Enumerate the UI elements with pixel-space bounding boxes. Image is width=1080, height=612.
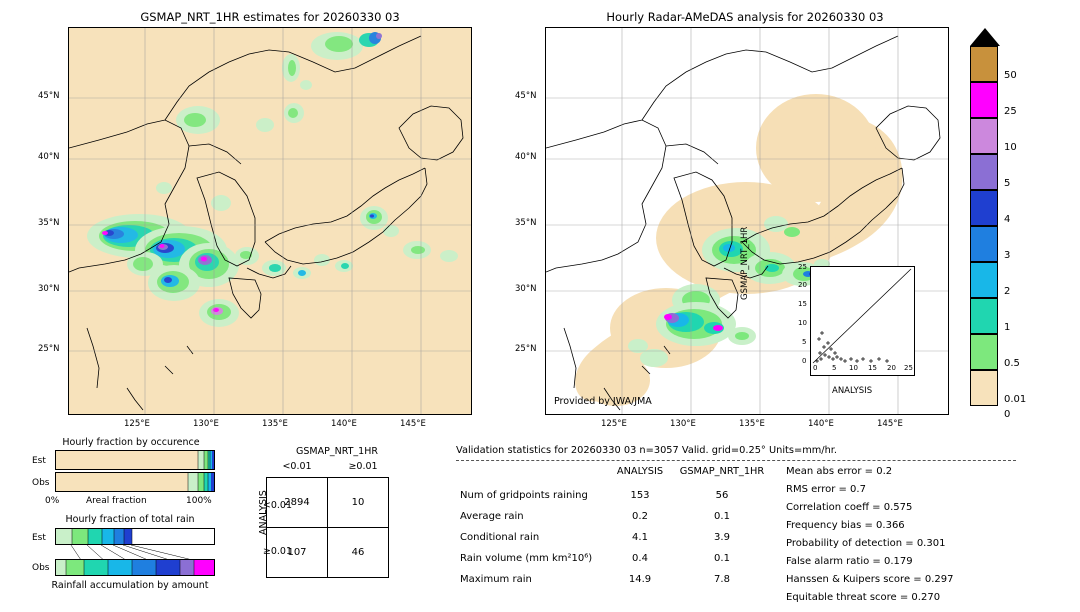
validation-col-header-gsmap: GSMAP_NRT_1HR xyxy=(679,466,765,477)
right-lat-tick-4: 25°N xyxy=(515,344,537,354)
contingency-title: GSMAP_NRT_1HR xyxy=(296,446,378,457)
occurrence-title: Hourly fraction by occurence xyxy=(62,437,200,448)
colorbar-label-8: 0.5 xyxy=(1004,358,1020,369)
validation-score-1: RMS error = 0.7 xyxy=(786,484,866,495)
colorbar-cell-50 xyxy=(970,46,998,82)
inset-y-tick-3: 15 xyxy=(798,300,807,308)
inset-y-tick-4: 20 xyxy=(798,281,807,289)
validation-row-gsmap-0: 56 xyxy=(715,490,729,501)
left-lon-tick-1: 130°E xyxy=(193,419,219,429)
right-lat-tick-0: 45°N xyxy=(515,91,537,101)
cell-0-0: 2894 xyxy=(267,478,328,528)
contingency-row-axis-label: ANALYSIS xyxy=(258,490,269,535)
colorbar-cell-4 xyxy=(970,190,998,226)
total-rain-bar-obs xyxy=(55,559,215,576)
right-lon-tick-3: 140°E xyxy=(808,419,834,429)
contingency-table xyxy=(266,477,389,578)
left-lat-tick-0: 45°N xyxy=(38,91,60,101)
right-lon-tick-0: 125°E xyxy=(601,419,627,429)
colorbar-label-1: 25 xyxy=(1004,106,1017,117)
validation-row-label-1: Average rain xyxy=(460,511,524,522)
right-lat-tick-3: 30°N xyxy=(515,284,537,294)
occurrence-bar-est xyxy=(55,450,215,470)
validation-row-gsmap-2: 3.9 xyxy=(714,532,730,543)
left-panel-title: GSMAP_NRT_1HR estimates for 20260330 03 xyxy=(140,10,400,24)
validation-col-header-analysis: ANALYSIS xyxy=(616,466,664,477)
occurrence-bar-obs xyxy=(55,472,215,492)
left-lat-tick-3: 30°N xyxy=(38,284,60,294)
occurrence-row-label-est: Est xyxy=(32,456,46,466)
validation-row-analysis-0: 153 xyxy=(630,490,650,501)
inset-xlabel: ANALYSIS xyxy=(832,386,873,396)
inset-x-tick-3: 15 xyxy=(868,364,877,372)
validation-row-label-2: Conditional rain xyxy=(460,532,540,543)
total-rain-row-label-obs: Obs xyxy=(32,563,50,573)
left-lat-tick-1: 40°N xyxy=(38,152,60,162)
validation-row-label-0: Num of gridpoints raining xyxy=(460,490,588,501)
validation-divider xyxy=(456,460,1016,461)
occurrence-axis-max: 100% xyxy=(186,496,212,506)
validation-row-analysis-1: 0.2 xyxy=(632,511,648,522)
inset-y-tick-2: 10 xyxy=(798,319,807,327)
colorbar-cell-1 xyxy=(970,298,998,334)
colorbar xyxy=(970,28,1040,423)
validation-row-gsmap-3: 0.1 xyxy=(714,553,730,564)
contingency-col-header-0: <0.01 xyxy=(282,461,312,472)
inset-ylabel: GSMAP_NRT_1HR xyxy=(740,226,750,300)
table-row xyxy=(267,528,389,578)
colorbar-label-9: 0.01 xyxy=(1004,394,1027,405)
cell-1-0: 107 xyxy=(267,528,328,578)
validation-score-3: Frequency bias = 0.366 xyxy=(786,520,905,531)
left-lat-tick-4: 25°N xyxy=(38,344,60,354)
inset-x-tick-5: 25 xyxy=(904,364,913,372)
colorbar-cell-3 xyxy=(970,226,998,262)
right-panel-title: Hourly Radar-AMeDAS analysis for 20260330 03 xyxy=(606,10,884,24)
contingency-col-header-1: ≥0.01 xyxy=(348,461,378,472)
validation-score-2: Correlation coeff = 0.575 xyxy=(786,502,913,513)
colorbar-cell-5 xyxy=(970,154,998,190)
total-rain-row-label-est: Est xyxy=(32,533,46,543)
cell-1-1: 46 xyxy=(328,528,389,578)
colorbar-cell-001 xyxy=(970,370,998,406)
inset-x-tick-0: 0 xyxy=(813,364,818,372)
right-lon-tick-2: 135°E xyxy=(739,419,765,429)
right-lon-tick-1: 130°E xyxy=(670,419,696,429)
validation-row-analysis-4: 14.9 xyxy=(628,574,652,585)
scatter-inset xyxy=(798,263,915,376)
colorbar-label-5: 3 xyxy=(1004,250,1011,261)
colorbar-label-6: 2 xyxy=(1004,286,1011,297)
colorbar-cell-05 xyxy=(970,334,998,370)
colorbar-label-3: 5 xyxy=(1004,178,1011,189)
validation-score-7: Equitable threat score = 0.270 xyxy=(786,592,941,603)
validation-row-analysis-3: 0.4 xyxy=(632,553,648,564)
inset-x-tick-4: 20 xyxy=(887,364,896,372)
right-lat-tick-2: 35°N xyxy=(515,218,537,228)
table-row xyxy=(267,478,389,528)
gsmap-estimate-map xyxy=(68,27,472,415)
validation-row-label-3: Rain volume (mm km²10⁶) xyxy=(460,553,593,564)
contingency-row-header-1: ≥0.01 xyxy=(262,546,292,557)
inset-x-tick-2: 10 xyxy=(849,364,858,372)
right-lon-tick-4: 145°E xyxy=(877,419,903,429)
left-lon-tick-4: 145°E xyxy=(400,419,426,429)
inset-y-tick-1: 5 xyxy=(802,338,807,346)
total-rain-caption: Rainfall accumulation by amount xyxy=(51,580,209,591)
cell-0-1: 10 xyxy=(328,478,389,528)
total-rain-title: Hourly fraction of total rain xyxy=(65,514,195,525)
left-lon-tick-0: 125°E xyxy=(124,419,150,429)
credit-label: Provided by JWA/JMA xyxy=(554,396,652,407)
colorbar-label-4: 4 xyxy=(1004,214,1011,225)
validation-header: Validation statistics for 20260330 03 n=3057 Valid. grid=0.25° Units=mm/hr. xyxy=(456,445,838,456)
left-lon-tick-2: 135°E xyxy=(262,419,288,429)
colorbar-label-2: 10 xyxy=(1004,142,1017,153)
colorbar-cell-25 xyxy=(970,82,998,118)
total-rain-bar-est xyxy=(55,528,215,545)
inset-y-tick-0: 0 xyxy=(802,357,807,365)
validation-row-gsmap-4: 7.8 xyxy=(714,574,730,585)
validation-score-4: Probability of detection = 0.301 xyxy=(786,538,946,549)
colorbar-arrow-top xyxy=(970,28,1000,46)
colorbar-label-7: 1 xyxy=(1004,322,1011,333)
occurrence-axis-min: 0% xyxy=(45,496,60,506)
left-lon-tick-3: 140°E xyxy=(331,419,357,429)
contingency-row-header-0: <0.01 xyxy=(262,500,292,511)
colorbar-cell-10 xyxy=(970,118,998,154)
occurrence-row-label-obs: Obs xyxy=(32,478,50,488)
colorbar-label-0: 50 xyxy=(1004,70,1017,81)
colorbar-cell-2 xyxy=(970,262,998,298)
inset-x-tick-1: 5 xyxy=(832,364,837,372)
validation-row-analysis-2: 4.1 xyxy=(632,532,648,543)
validation-score-5: False alarm ratio = 0.179 xyxy=(786,556,913,567)
validation-row-gsmap-1: 0.1 xyxy=(714,511,730,522)
right-lat-tick-1: 40°N xyxy=(515,152,537,162)
validation-row-label-4: Maximum rain xyxy=(460,574,532,585)
left-lat-tick-2: 35°N xyxy=(38,218,60,228)
validation-score-6: Hanssen & Kuipers score = 0.297 xyxy=(786,574,954,585)
occurrence-axis-label: Areal fraction xyxy=(86,496,147,506)
colorbar-label-10: 0 xyxy=(1004,409,1011,420)
inset-y-tick-5: 25 xyxy=(798,263,807,271)
graticule-left xyxy=(69,28,472,415)
validation-score-0: Mean abs error = 0.2 xyxy=(786,466,893,477)
